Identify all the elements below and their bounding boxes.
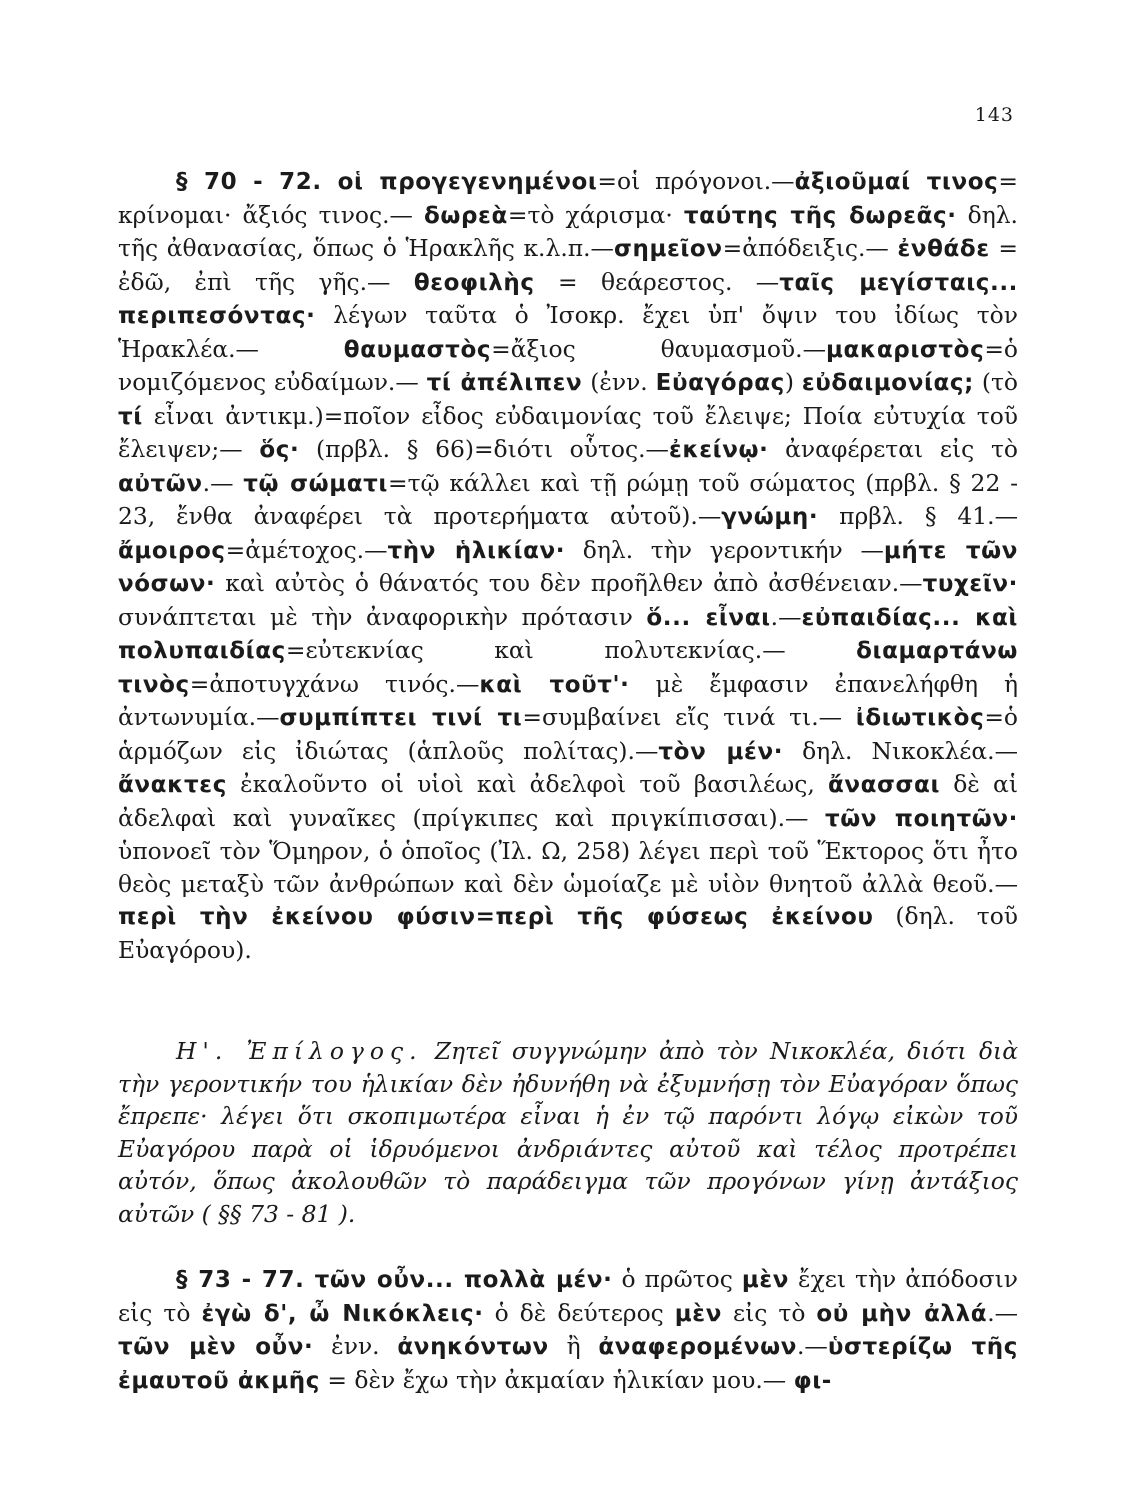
lemma-term: ἄνακτες bbox=[118, 772, 227, 799]
lemma-term: συμπίπτει τινί τι bbox=[279, 705, 523, 732]
lemma-term: τὸν μέν· bbox=[658, 738, 784, 765]
lemma-term: ἐγὼ δ', ὦ Νικόκλεις· bbox=[201, 1300, 484, 1327]
gloss-text: καὶ αὐτὸς ὁ θάνατός του δὲν προῆλθεν ἀπὸ ἀσθένειαν.— bbox=[215, 569, 923, 598]
lemma-term: τῶν ποιητῶν· bbox=[824, 805, 1018, 832]
lemma-term: περὶ τὴν ἐκείνου φύσιν=περὶ τῆς φύσεως ἐκείνου bbox=[118, 904, 874, 931]
lemma-term: ἀξιοῦμαί τινος bbox=[794, 169, 999, 196]
gloss-text: ἐκαλοῦντο οἱ υἱοὶ καὶ ἀδελφοὶ τοῦ βασιλέως, bbox=[226, 770, 828, 799]
lemma-term: τί bbox=[118, 403, 143, 430]
gloss-text: μὲ ἔμφασιν ἐπανελήφθη ἡ ἀντωνυμία.— bbox=[118, 669, 1018, 732]
lemma-term: τῷ σώματι bbox=[243, 470, 388, 497]
lemma-term: θεοφιλὴς bbox=[413, 269, 535, 296]
gloss-text: =ἀποτυγχάνω τινός.— bbox=[189, 669, 480, 698]
lemma-term: ἰδιωτικὸς bbox=[855, 705, 985, 732]
gloss-text: πρβλ. § 41.— bbox=[818, 502, 1019, 531]
gloss-text: =τῷ κάλλει καὶ τῇ ρώμῃ τοῦ σώματος (πρβλ. § 22 - 23, ἔνθα ἀναφέρει τὰ προτερήματα αὐτοῦ).— bbox=[118, 468, 1018, 531]
gloss-text: δηλ. τῆς ἀθανασίας, ὅπως ὁ Ἡρακλῆς κ.λ.π.— bbox=[118, 200, 1018, 263]
lemma-term: ὅ... εἶναι bbox=[646, 604, 771, 631]
gloss-text: (ἐνν. bbox=[582, 368, 656, 397]
lemma-term: ἄνασσαι bbox=[827, 772, 941, 799]
gloss-text: εἰς τὸ bbox=[721, 1298, 817, 1327]
gloss-text: (τὸ bbox=[973, 368, 1018, 397]
gloss-text: =ὁ νομιζόμενος εὐδαίμων.— bbox=[118, 334, 1018, 397]
lemma-term: § 73 - 77. τῶν οὖν... πολλὰ μέν· bbox=[176, 1267, 613, 1294]
gloss-text: ὁ δὲ δεύτερος bbox=[483, 1298, 675, 1327]
epilogue-text: Ζητεῖ συγγνώμην ἀπὸ τὸν Νικοκλέα, διότι διὰ τὴν γεροντικήν του ἡλικίαν δὲν ἠδυνήθη νὰ ἐξυμνήσῃ τὸν Εὐαγόραν ὅπως ἔπρεπε· λέγει ὅτι σκοπιμωτέρα εἶναι ἡ ἐν τῷ παρόντι λόγῳ εἰκὼν τοῦ Εὐαγόρου παρὰ οἱ ἱδρυόμενοι ἀνδριάντες αὐτοῦ καὶ τέλος προτρέπει αὐτόν, ὅπως ἀκολουθῶν τὸ παράδειγμα τῶν προγόνων γίνῃ ἀντάξιος αὐτῶν ( §§ 73 - 81 ). bbox=[118, 1037, 1019, 1228]
lemma-term: ἄμοιρος bbox=[118, 537, 226, 564]
gloss-text: δὲ αἱ ἀδελφαὶ καὶ γυναῖκες (πρίγκιπες καὶ πριγκίπισσαι).— bbox=[118, 770, 1018, 832]
lemma-term: καὶ τοῦτ'· bbox=[479, 671, 630, 698]
gloss-text: .— bbox=[797, 1332, 828, 1361]
gloss-text: =εὐτεκνίας καὶ πολυτεκνίας.— bbox=[285, 636, 857, 665]
lemma-term: οὐ μὴν ἀλλά bbox=[816, 1300, 988, 1327]
lemma-term: μήτε τῶν νόσων· bbox=[118, 537, 1019, 598]
lemma-term: τί ἀπέλιπεν bbox=[426, 370, 583, 397]
gloss-text: = κρίνομαι· ἄξιός τινος.— bbox=[118, 167, 1018, 229]
lemma-term: Εὐαγόρας bbox=[655, 370, 785, 397]
gloss-text: =ὁ ἁρμόζων εἰς ἰδιώτας (ἁπλοῦς πολίτας).— bbox=[118, 703, 1018, 765]
lemma-term: ὅς· bbox=[259, 437, 300, 464]
gloss-text: =ἄξιος θαυμασμοῦ.— bbox=[491, 334, 826, 363]
gloss-text: =οἱ πρόγονοι.— bbox=[597, 167, 795, 196]
lemma-term: θαυμαστὸς bbox=[343, 336, 492, 363]
gloss-text: =ἀπόδειξις.— bbox=[722, 234, 898, 263]
gloss-text: =τὸ χάρισμα· bbox=[507, 200, 684, 229]
page-number: 143 bbox=[974, 104, 1014, 126]
gloss-text: λέγων ταῦτα ὁ Ἰσοκρ. ἔχει ὑπ' ὄψιν του ἰδίως τὸν Ἡρακλέα.— bbox=[118, 301, 1018, 363]
gloss-text: = δὲν ἔχω τὴν ἀκμαίαν ἡλικίαν μου.— bbox=[319, 1365, 794, 1394]
lemma-term: ταύτης τῆς δωρεᾶς· bbox=[683, 202, 957, 229]
lemma-term: ἐκείνῳ· bbox=[668, 437, 769, 464]
lemma-term: εὐπαιδίας... καὶ πολυπαιδίας bbox=[118, 604, 1018, 665]
gloss-text: .— bbox=[202, 468, 244, 497]
gloss-text: συνάπτεται μὲ τὴν ἀναφορικὴν πρότασιν bbox=[118, 602, 647, 631]
epilogue-paragraph bbox=[118, 1035, 1018, 1230]
lemma-term: μὲν bbox=[674, 1300, 722, 1327]
lemma-term: αὐτῶν bbox=[118, 470, 203, 497]
gloss-text: ἔχει τὴν ἀπόδοσιν εἰς τὸ bbox=[118, 1265, 1018, 1327]
lemma-term: μακαριστὸς bbox=[825, 336, 985, 363]
commentary-section-70-72 bbox=[118, 165, 1018, 966]
gloss-text: δηλ. τὴν γεροντικήν — bbox=[565, 535, 884, 564]
gloss-text: (δηλ. τοῦ Εὐαγόρου). bbox=[118, 902, 1018, 964]
gloss-text: (πρβλ. § 66)=διότι οὗτος.— bbox=[299, 435, 669, 464]
lemma-term: ἀναφερομένων bbox=[598, 1334, 797, 1361]
lemma-term: μὲν bbox=[741, 1267, 790, 1294]
gloss-text: ἐνν. bbox=[313, 1332, 398, 1361]
lemma-term: ἐνθάδε bbox=[897, 236, 990, 263]
lemma-term: τὴν ἡλικίαν· bbox=[387, 537, 566, 564]
gloss-text: ) bbox=[784, 368, 802, 397]
epilogue-heading: Η'. Ἐπίλογος. bbox=[176, 1037, 423, 1066]
gloss-text: εἶναι ἀντικμ.)=ποῖον εἶδος εὐδαιμονίας τοῦ ἔλειψε; Ποία εὐτυχία τοῦ ἔλειψεν;— bbox=[118, 401, 1018, 464]
gloss-text: ὁ πρῶτος bbox=[612, 1265, 742, 1294]
lemma-term: ἀνηκόντων bbox=[397, 1334, 549, 1361]
lemma-term: ὑστερίζω τῆς ἐμαυτοῦ ἀκμῆς bbox=[118, 1334, 1019, 1394]
lemma-term: εὐδαιμονίας; bbox=[801, 370, 974, 397]
lemma-term: φι- bbox=[793, 1367, 832, 1394]
lemma-term: δωρεὰ bbox=[424, 202, 508, 229]
gloss-text: =συμβαίνει εἴς τινά τι.— bbox=[522, 703, 856, 732]
lemma-term: διαμαρτάνω τινὸς bbox=[118, 638, 1018, 698]
gloss-text: = ἐδῶ, ἐπὶ τῆς γῆς.— bbox=[118, 234, 1018, 296]
gloss-text: ἀναφέρεται εἰς τὸ bbox=[768, 435, 1018, 464]
lemma-term: § 70 - 72. οἱ προγεγενημένοι bbox=[176, 169, 598, 196]
gloss-text: = θεάρεστος. — bbox=[534, 267, 780, 296]
commentary-section-73-77 bbox=[118, 1263, 1018, 1397]
lemma-term: σημεῖον bbox=[613, 236, 723, 263]
gloss-text: =ἀμέτοχος.— bbox=[225, 535, 388, 564]
gloss-text: ὑπονοεῖ τὸν Ὅμηρον, ὁ ὁποῖος (Ἰλ. Ω, 258) λέγει περὶ τοῦ Ἕκτορος ὅτι ἦτο θεὸς μεταξὺ τῶν ἀνθρώπων καὶ δὲν ὡμοίαζε μὲ υἱὸν θνητοῦ ἀλλὰ θεοῦ.— bbox=[118, 837, 1018, 898]
lemma-term: τῶν μὲν οὖν· bbox=[118, 1334, 314, 1361]
lemma-term: γνώμη· bbox=[721, 504, 819, 531]
lemma-term: ταῖς μεγίσταις... περιπεσόντας· bbox=[118, 269, 1018, 330]
gloss-text: δηλ. Νικοκλέα.— bbox=[783, 736, 1019, 765]
lemma-term: τυχεῖν· bbox=[922, 571, 1018, 598]
gloss-text: .— bbox=[987, 1298, 1019, 1327]
gloss-text: ἢ bbox=[548, 1332, 599, 1361]
gloss-text: .— bbox=[770, 602, 802, 631]
